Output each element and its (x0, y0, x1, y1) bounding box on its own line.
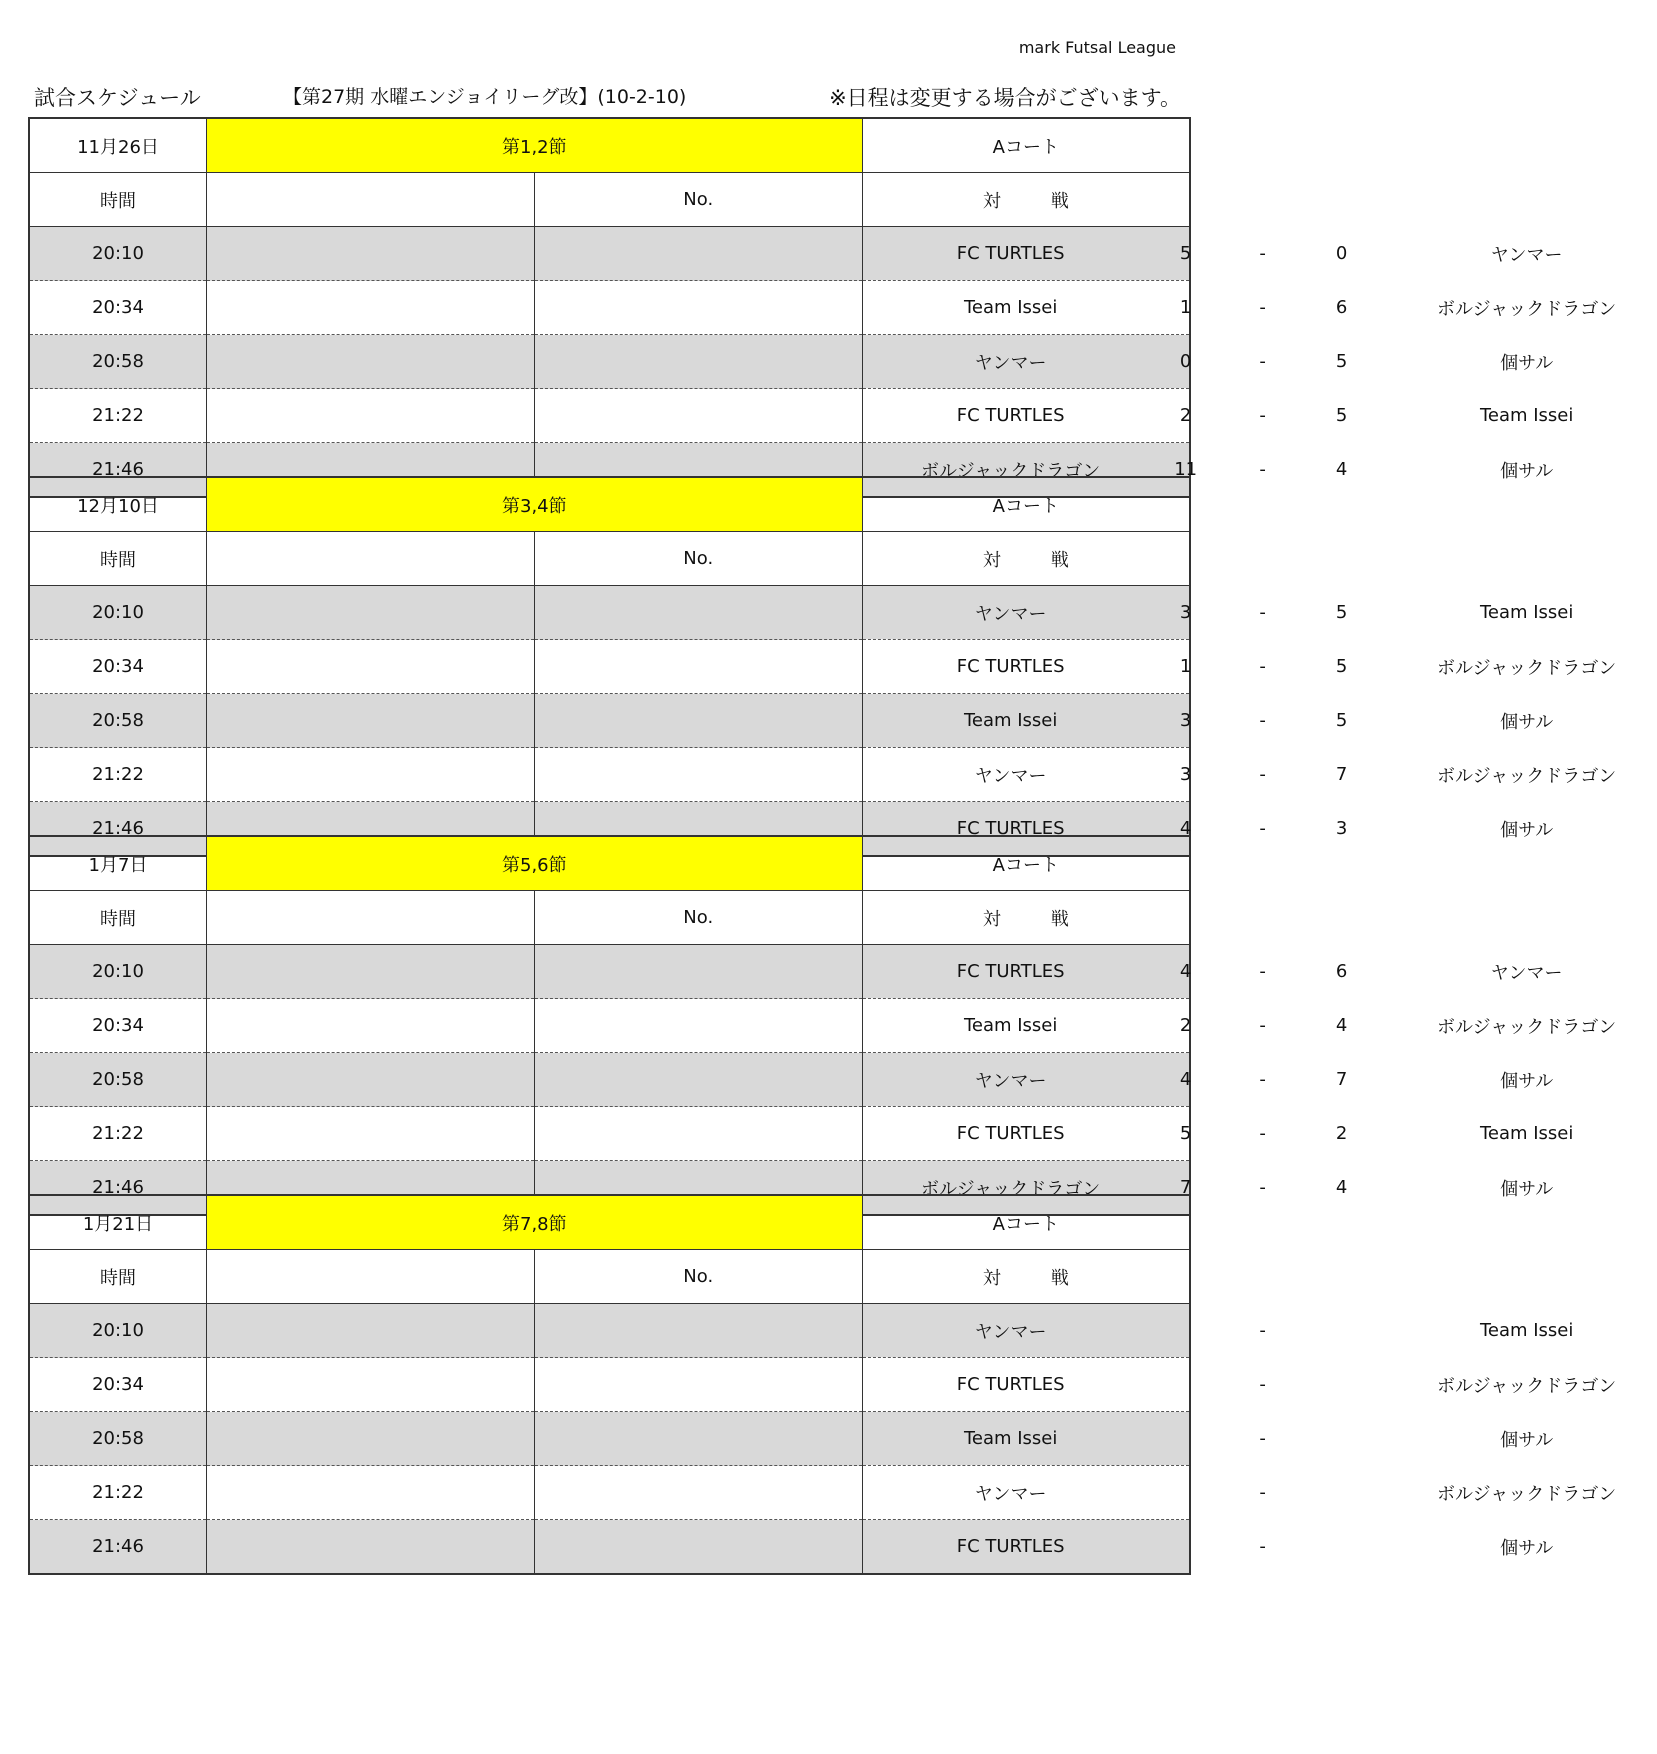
match-time: 21:46 (29, 802, 207, 857)
score-dash: - (1259, 1177, 1266, 1198)
match-time: 20:10 (29, 586, 207, 640)
blank-header (207, 891, 535, 945)
home-score: 2 (1179, 1015, 1192, 1036)
match-row (29, 1053, 1190, 1107)
away-team: ボルジャックドラゴン (1437, 1483, 1617, 1505)
blank-cell (207, 640, 535, 694)
home-score: 2 (1179, 405, 1192, 426)
match-number (534, 1304, 862, 1358)
score-dash: - (1259, 764, 1266, 785)
match-number (534, 281, 862, 335)
match-time: 21:46 (29, 443, 207, 498)
away-team: ヤンマー (1490, 962, 1563, 984)
time-header: 時間 (29, 173, 207, 227)
home-team: Team Issei (963, 297, 1058, 318)
home-team: Team Issei (963, 1428, 1058, 1449)
home-score: 3 (1179, 764, 1192, 785)
blank-cell (207, 335, 535, 389)
vs-label-2: 戦 (1050, 549, 1069, 571)
vs-label-1: 対 (982, 190, 1001, 212)
score-dash: - (1259, 459, 1266, 480)
column-header (29, 1250, 1190, 1304)
blank-header (207, 532, 535, 586)
home-team: FC TURTLES (956, 818, 1065, 839)
score-dash: - (1259, 1428, 1266, 1449)
match-row (29, 227, 1190, 281)
match-time: 20:58 (29, 1412, 207, 1466)
match-row (29, 1412, 1190, 1466)
away-score (1315, 1304, 1369, 1357)
score-dash: - (1259, 961, 1266, 982)
away-score: 5 (1335, 710, 1348, 731)
home-team: ヤンマー (974, 603, 1047, 625)
score-dash: - (1259, 1123, 1266, 1144)
away-team: ボルジャックドラゴン (1437, 657, 1617, 679)
home-team: ヤンマー (974, 352, 1047, 374)
away-team: 個サル (1500, 460, 1554, 482)
schedule-table (28, 476, 1617, 857)
score-dash: - (1259, 1482, 1266, 1503)
away-score: 2 (1335, 1123, 1348, 1144)
home-score: 11 (1174, 459, 1198, 480)
match-cell (862, 1107, 1574, 1161)
home-team: ボルジャックドラゴン (921, 460, 1101, 482)
home-score: 3 (1179, 710, 1192, 731)
home-team: ヤンマー (974, 765, 1047, 787)
vs-label-1: 対 (982, 1267, 1001, 1289)
league-title: 【第27期 水曜エンジョイリーグ改】(10-2-10) (283, 86, 687, 108)
match-cell (862, 1466, 1617, 1520)
court-label: Aコート (862, 836, 1190, 891)
away-team: 個サル (1500, 819, 1554, 841)
home-team: ヤンマー (974, 1321, 1047, 1343)
away-team: 個サル (1500, 1429, 1554, 1451)
round-label: 第3,4節 (207, 477, 863, 532)
column-header (29, 891, 1190, 945)
home-score: 1 (1179, 656, 1192, 677)
match-cell (862, 586, 1574, 640)
match-cell (862, 999, 1617, 1053)
time-header: 時間 (29, 532, 207, 586)
away-score: 5 (1335, 656, 1348, 677)
match-number (534, 335, 862, 389)
score-dash: - (1259, 818, 1266, 839)
home-team: FC TURTLES (956, 961, 1065, 982)
match-number (534, 640, 862, 694)
match-number (534, 1053, 862, 1107)
match-time: 21:22 (29, 748, 207, 802)
away-team: 個サル (1500, 352, 1554, 374)
away-score: 4 (1335, 459, 1348, 480)
schedule-table (28, 117, 1617, 498)
match-cell (862, 335, 1554, 389)
match-time: 20:58 (29, 694, 207, 748)
session-date: 11月26日 (29, 118, 207, 173)
score-dash: - (1259, 710, 1266, 731)
no-header: No. (534, 1250, 862, 1304)
away-team: Team Issei (1479, 1123, 1574, 1144)
match-time: 20:34 (29, 281, 207, 335)
match-time: 20:34 (29, 1358, 207, 1412)
court-label: Aコート (862, 118, 1190, 173)
court-label: Aコート (862, 477, 1190, 532)
match-row (29, 1107, 1190, 1161)
match-number (534, 1520, 862, 1575)
home-score: 5 (1179, 1123, 1192, 1144)
blank-cell (207, 694, 535, 748)
away-team: 個サル (1500, 1070, 1554, 1092)
session-header (29, 836, 1190, 891)
match-row (29, 586, 1190, 640)
match-time: 21:22 (29, 1107, 207, 1161)
score-dash: - (1259, 405, 1266, 426)
match-row (29, 1466, 1190, 1520)
blank-cell (207, 1358, 535, 1412)
matchup-header (862, 173, 1190, 227)
title-row (0, 80, 1241, 110)
home-score: 3 (1179, 602, 1192, 623)
blank-cell (207, 1520, 535, 1575)
away-team: 個サル (1500, 711, 1554, 733)
away-score: 4 (1335, 1177, 1348, 1198)
match-cell (862, 945, 1563, 999)
session-header (29, 118, 1190, 173)
matchup-header (862, 891, 1190, 945)
home-score: 5 (1179, 243, 1192, 264)
away-score: 5 (1335, 405, 1348, 426)
away-score (1315, 1466, 1369, 1519)
score-dash: - (1259, 297, 1266, 318)
match-number (534, 694, 862, 748)
match-row (29, 748, 1190, 802)
session-date: 12月10日 (29, 477, 207, 532)
vs-label-1: 対 (982, 549, 1001, 571)
no-header: No. (534, 891, 862, 945)
home-score: 7 (1179, 1177, 1192, 1198)
match-time: 20:34 (29, 640, 207, 694)
home-score (1159, 1358, 1213, 1411)
blank-cell (207, 586, 535, 640)
away-score: 7 (1335, 1069, 1348, 1090)
match-cell (862, 1520, 1554, 1575)
match-cell (862, 227, 1563, 281)
away-score: 4 (1335, 1015, 1348, 1036)
blank-cell (207, 281, 535, 335)
match-time: 20:34 (29, 999, 207, 1053)
session-header (29, 477, 1190, 532)
match-row (29, 694, 1190, 748)
home-team: Team Issei (963, 1015, 1058, 1036)
score-dash: - (1259, 1015, 1266, 1036)
no-header: No. (534, 532, 862, 586)
round-label: 第1,2節 (207, 118, 863, 173)
away-score: 5 (1335, 351, 1348, 372)
column-header (29, 532, 1190, 586)
match-cell (862, 1358, 1617, 1412)
away-team: Team Issei (1479, 602, 1574, 623)
match-number (534, 586, 862, 640)
away-score: 5 (1335, 602, 1348, 623)
away-team: 個サル (1500, 1537, 1554, 1559)
away-team: ボルジャックドラゴン (1437, 1016, 1617, 1038)
away-score (1315, 1358, 1369, 1411)
match-cell (862, 694, 1554, 748)
home-team: Team Issei (963, 710, 1058, 731)
blank-cell (207, 999, 535, 1053)
match-cell (862, 748, 1617, 802)
time-header: 時間 (29, 1250, 207, 1304)
match-time: 20:58 (29, 1053, 207, 1107)
blank-cell (207, 1412, 535, 1466)
vs-label-2: 戦 (1050, 190, 1069, 212)
blank-cell (207, 389, 535, 443)
match-row (29, 389, 1190, 443)
home-score (1159, 1520, 1213, 1573)
match-time: 20:10 (29, 227, 207, 281)
match-cell (862, 389, 1574, 443)
match-number (534, 748, 862, 802)
match-cell (862, 281, 1617, 335)
session-header (29, 1195, 1190, 1250)
home-team: FC TURTLES (956, 243, 1065, 264)
match-number (534, 1466, 862, 1520)
home-score: 4 (1179, 1069, 1192, 1090)
home-score (1159, 1412, 1213, 1465)
matchup-header (862, 532, 1190, 586)
score-dash: - (1259, 602, 1266, 623)
home-team: ヤンマー (974, 1070, 1047, 1092)
match-time: 21:22 (29, 1466, 207, 1520)
match-cell (862, 1412, 1554, 1466)
home-team: FC TURTLES (956, 1536, 1065, 1557)
time-header: 時間 (29, 891, 207, 945)
home-score: 4 (1179, 818, 1192, 839)
match-number (534, 227, 862, 281)
home-team: FC TURTLES (956, 1374, 1065, 1395)
round-label: 第7,8節 (207, 1195, 863, 1250)
blank-header (207, 1250, 535, 1304)
home-team: ヤンマー (974, 1483, 1047, 1505)
away-team: ボルジャックドラゴン (1437, 765, 1617, 787)
schedule-table (28, 1194, 1617, 1575)
match-number (534, 389, 862, 443)
away-score: 3 (1335, 818, 1348, 839)
blank-cell (207, 227, 535, 281)
match-time: 20:10 (29, 945, 207, 999)
match-time: 20:58 (29, 335, 207, 389)
home-score (1159, 1466, 1213, 1519)
match-row (29, 945, 1190, 999)
session-date: 1月7日 (29, 836, 207, 891)
away-team: Team Issei (1479, 405, 1574, 426)
match-number (534, 1107, 862, 1161)
vs-label-2: 戦 (1050, 1267, 1069, 1289)
home-team: FC TURTLES (956, 405, 1065, 426)
no-header: No. (534, 173, 862, 227)
match-row (29, 1358, 1190, 1412)
blank-cell (207, 748, 535, 802)
match-row (29, 1304, 1190, 1358)
home-team: FC TURTLES (956, 1123, 1065, 1144)
match-number (534, 999, 862, 1053)
home-score: 4 (1179, 961, 1192, 982)
match-cell (862, 1053, 1554, 1107)
match-row (29, 1520, 1190, 1575)
column-header (29, 173, 1190, 227)
away-team: ヤンマー (1490, 244, 1563, 266)
match-time: 21:46 (29, 1520, 207, 1575)
match-time: 20:10 (29, 1304, 207, 1358)
blank-cell (207, 945, 535, 999)
home-score: 1 (1179, 297, 1192, 318)
home-team: FC TURTLES (956, 656, 1065, 677)
blank-cell (207, 1053, 535, 1107)
match-row (29, 640, 1190, 694)
away-score: 0 (1335, 243, 1348, 264)
score-dash: - (1259, 1536, 1266, 1557)
score-dash: - (1259, 1069, 1266, 1090)
blank-cell (207, 1466, 535, 1520)
away-team: ボルジャックドラゴン (1437, 298, 1617, 320)
home-score (1159, 1304, 1213, 1357)
score-dash: - (1259, 243, 1266, 264)
blank-header (207, 173, 535, 227)
match-cell (862, 1304, 1574, 1358)
match-time: 21:22 (29, 389, 207, 443)
matchup-header (862, 1250, 1190, 1304)
score-dash: - (1259, 656, 1266, 677)
score-dash: - (1259, 1320, 1266, 1341)
home-score: 0 (1179, 351, 1192, 372)
score-dash: - (1259, 351, 1266, 372)
match-row (29, 281, 1190, 335)
schedule-notice: ※日程は変更する場合がございます。 (829, 86, 1181, 110)
match-number (534, 945, 862, 999)
away-score: 7 (1335, 764, 1348, 785)
round-label: 第5,6節 (207, 836, 863, 891)
document-title: 試合スケジュール (34, 86, 201, 110)
score-dash: - (1259, 1374, 1266, 1395)
match-number (534, 1358, 862, 1412)
session-date: 1月21日 (29, 1195, 207, 1250)
away-score (1315, 1520, 1369, 1573)
match-row (29, 335, 1190, 389)
away-score: 6 (1335, 297, 1348, 318)
match-number (534, 1412, 862, 1466)
vs-label-1: 対 (982, 908, 1001, 930)
away-team: 個サル (1500, 1178, 1554, 1200)
blank-cell (207, 1304, 535, 1358)
away-team: ボルジャックドラゴン (1437, 1375, 1617, 1397)
away-score (1315, 1412, 1369, 1465)
match-cell (862, 640, 1617, 694)
schedule-table (28, 835, 1617, 1216)
court-label: Aコート (862, 1195, 1190, 1250)
organization-name: mark Futsal League (1018, 38, 1176, 57)
away-score: 6 (1335, 961, 1348, 982)
vs-label-2: 戦 (1050, 908, 1069, 930)
away-team: Team Issei (1479, 1320, 1574, 1341)
match-time: 21:46 (29, 1161, 207, 1216)
blank-cell (207, 1107, 535, 1161)
home-team: ボルジャックドラゴン (921, 1178, 1101, 1200)
match-row (29, 999, 1190, 1053)
